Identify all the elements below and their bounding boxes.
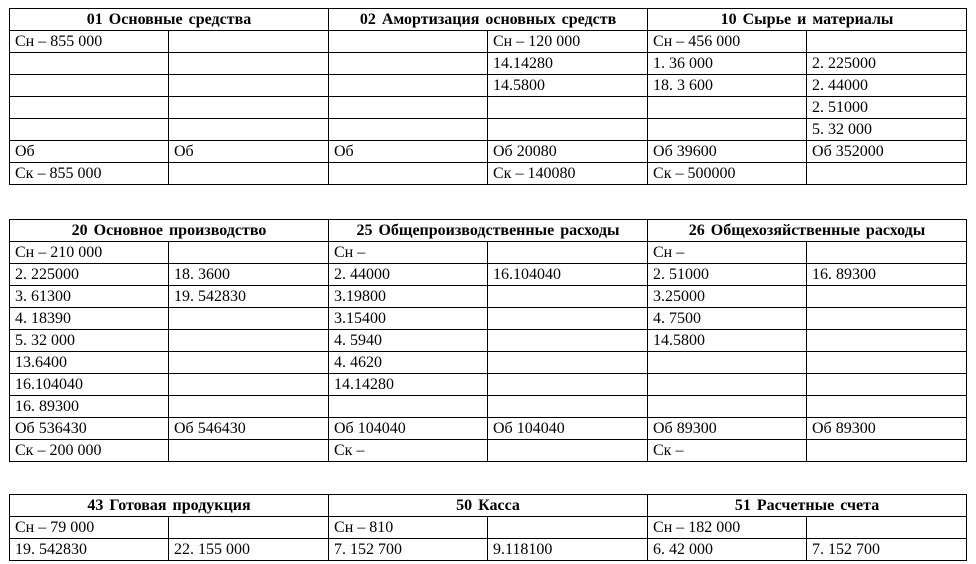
debit-cell: 16.104040 <box>10 374 169 396</box>
debit-cell: Ск – 200 000 <box>10 440 169 462</box>
credit-cell: 2. 44000 <box>807 75 967 97</box>
credit-cell: 9.118100 <box>488 539 648 561</box>
debit-cell: 6. 42 000 <box>648 539 807 561</box>
credit-cell <box>169 53 329 75</box>
ledger-row <box>10 163 967 185</box>
debit-cell: 3.15400 <box>329 308 488 330</box>
credit-cell <box>807 330 967 352</box>
account-title: 02 Амортизация основных средств <box>329 9 648 31</box>
credit-cell <box>169 330 329 352</box>
credit-cell <box>169 517 329 539</box>
account-title: 26 Общехозяйственные расходы <box>648 220 967 242</box>
ledger-row <box>10 97 967 119</box>
credit-cell: Ск – 140080 <box>488 163 648 185</box>
credit-cell <box>488 119 648 141</box>
credit-cell <box>807 517 967 539</box>
ledger-row <box>10 242 967 264</box>
debit-cell: Сн – <box>648 242 807 264</box>
credit-cell <box>807 374 967 396</box>
debit-cell: 2. 225000 <box>10 264 169 286</box>
ledger-row <box>10 286 967 308</box>
debit-cell: Об <box>329 141 488 163</box>
credit-cell <box>169 75 329 97</box>
debit-cell: 2. 44000 <box>329 264 488 286</box>
debit-cell <box>10 97 169 119</box>
debit-cell: Об 89300 <box>648 418 807 440</box>
debit-cell: 4. 18390 <box>10 308 169 330</box>
account-title: 01 Основные средства <box>10 9 329 31</box>
debit-cell <box>648 374 807 396</box>
debit-cell: Об 536430 <box>10 418 169 440</box>
debit-cell <box>329 119 488 141</box>
credit-cell <box>807 163 967 185</box>
credit-cell: 2. 225000 <box>807 53 967 75</box>
debit-cell: Сн – 182 000 <box>648 517 807 539</box>
debit-cell: Об 39600 <box>648 141 807 163</box>
credit-cell: 22. 155 000 <box>169 539 329 561</box>
debit-cell: 18. 3 600 <box>648 75 807 97</box>
debit-cell: Ск – <box>329 440 488 462</box>
ledger-row <box>10 53 967 75</box>
credit-cell: Об 89300 <box>807 418 967 440</box>
credit-cell: Об <box>169 141 329 163</box>
credit-cell <box>488 374 648 396</box>
debit-cell: 3.25000 <box>648 286 807 308</box>
ledger-row <box>10 374 967 396</box>
debit-cell <box>648 97 807 119</box>
debit-cell <box>329 53 488 75</box>
debit-cell <box>648 396 807 418</box>
credit-cell: Об 104040 <box>488 418 648 440</box>
ledger-row <box>10 418 967 440</box>
credit-cell <box>169 440 329 462</box>
debit-cell <box>329 75 488 97</box>
account-header-row <box>10 9 967 31</box>
debit-cell: 7. 152 700 <box>329 539 488 561</box>
account-title: 10 Сырье и материалы <box>648 9 967 31</box>
debit-cell: 4. 7500 <box>648 308 807 330</box>
debit-cell: Сн – 855 000 <box>10 31 169 53</box>
credit-cell: 2. 51000 <box>807 97 967 119</box>
credit-cell <box>488 352 648 374</box>
account-title: 43 Готовая продукция <box>10 495 329 517</box>
debit-cell: Сн – 79 000 <box>10 517 169 539</box>
ledger-row <box>10 539 967 561</box>
credit-cell: 18. 3600 <box>169 264 329 286</box>
debit-cell: Ск – 855 000 <box>10 163 169 185</box>
credit-cell <box>488 440 648 462</box>
account-title: 50 Касса <box>329 495 648 517</box>
credit-cell <box>169 352 329 374</box>
debit-cell <box>329 31 488 53</box>
credit-cell: Об 20080 <box>488 141 648 163</box>
debit-cell <box>648 352 807 374</box>
debit-cell: 2. 51000 <box>648 264 807 286</box>
debit-cell: 14.5800 <box>648 330 807 352</box>
debit-cell: Ск – 500000 <box>648 163 807 185</box>
credit-cell <box>169 119 329 141</box>
debit-cell: 1. 36 000 <box>648 53 807 75</box>
debit-cell: Ск – <box>648 440 807 462</box>
ledger-row <box>10 141 967 163</box>
credit-cell <box>169 97 329 119</box>
credit-cell: 5. 32 000 <box>807 119 967 141</box>
credit-cell <box>807 440 967 462</box>
credit-cell: 14.14280 <box>488 53 648 75</box>
credit-cell: Об 546430 <box>169 418 329 440</box>
credit-cell <box>169 242 329 264</box>
debit-cell: 14.14280 <box>329 374 488 396</box>
debit-cell: Сн – 456 000 <box>648 31 807 53</box>
debit-cell <box>329 163 488 185</box>
debit-cell: Об <box>10 141 169 163</box>
account-title: 20 Основное производство <box>10 220 329 242</box>
ledger-row <box>10 396 967 418</box>
debit-cell: Сн – 810 <box>329 517 488 539</box>
debit-cell: 4. 4620 <box>329 352 488 374</box>
ledger-row <box>10 264 967 286</box>
debit-cell: Сн – <box>329 242 488 264</box>
ledger-row <box>10 75 967 97</box>
credit-cell <box>807 308 967 330</box>
debit-cell <box>10 119 169 141</box>
debit-cell <box>10 53 169 75</box>
debit-cell <box>329 396 488 418</box>
ledger-row <box>10 352 967 374</box>
ledger-row <box>10 119 967 141</box>
credit-cell: 7. 152 700 <box>807 539 967 561</box>
ledger-row <box>10 330 967 352</box>
debit-cell: 4. 5940 <box>329 330 488 352</box>
account-title: 51 Расчетные счета <box>648 495 967 517</box>
credit-cell <box>169 163 329 185</box>
debit-cell <box>329 97 488 119</box>
ledger-block-3 <box>9 494 967 561</box>
credit-cell: 14.5800 <box>488 75 648 97</box>
credit-cell <box>169 396 329 418</box>
debit-cell: 19. 542830 <box>10 539 169 561</box>
account-header-row <box>10 495 967 517</box>
credit-cell: 19. 542830 <box>169 286 329 308</box>
credit-cell: Об 352000 <box>807 141 967 163</box>
credit-cell <box>807 242 967 264</box>
ledger-row <box>10 517 967 539</box>
credit-cell <box>488 308 648 330</box>
credit-cell: 16.104040 <box>488 264 648 286</box>
credit-cell: Сн – 120 000 <box>488 31 648 53</box>
credit-cell <box>488 396 648 418</box>
debit-cell: Об 104040 <box>329 418 488 440</box>
debit-cell: 16. 89300 <box>10 396 169 418</box>
credit-cell <box>488 97 648 119</box>
credit-cell <box>169 31 329 53</box>
credit-cell <box>488 286 648 308</box>
ledger-row <box>10 308 967 330</box>
account-header-row <box>10 220 967 242</box>
credit-cell <box>488 330 648 352</box>
ledger-row <box>10 31 967 53</box>
debit-cell <box>648 119 807 141</box>
credit-cell <box>807 286 967 308</box>
credit-cell <box>807 352 967 374</box>
debit-cell: 3.19800 <box>329 286 488 308</box>
credit-cell <box>807 31 967 53</box>
credit-cell <box>488 517 648 539</box>
debit-cell: 5. 32 000 <box>10 330 169 352</box>
credit-cell <box>169 308 329 330</box>
credit-cell <box>169 374 329 396</box>
debit-cell <box>10 75 169 97</box>
credit-cell: 16. 89300 <box>807 264 967 286</box>
credit-cell <box>488 242 648 264</box>
debit-cell: 3. 61300 <box>10 286 169 308</box>
debit-cell: Сн – 210 000 <box>10 242 169 264</box>
debit-cell: 13.6400 <box>10 352 169 374</box>
ledger-block-2 <box>9 219 967 462</box>
ledger-block-1 <box>9 8 967 185</box>
ledger-row <box>10 440 967 462</box>
account-title: 25 Общепроизводственные расходы <box>329 220 648 242</box>
credit-cell <box>807 396 967 418</box>
